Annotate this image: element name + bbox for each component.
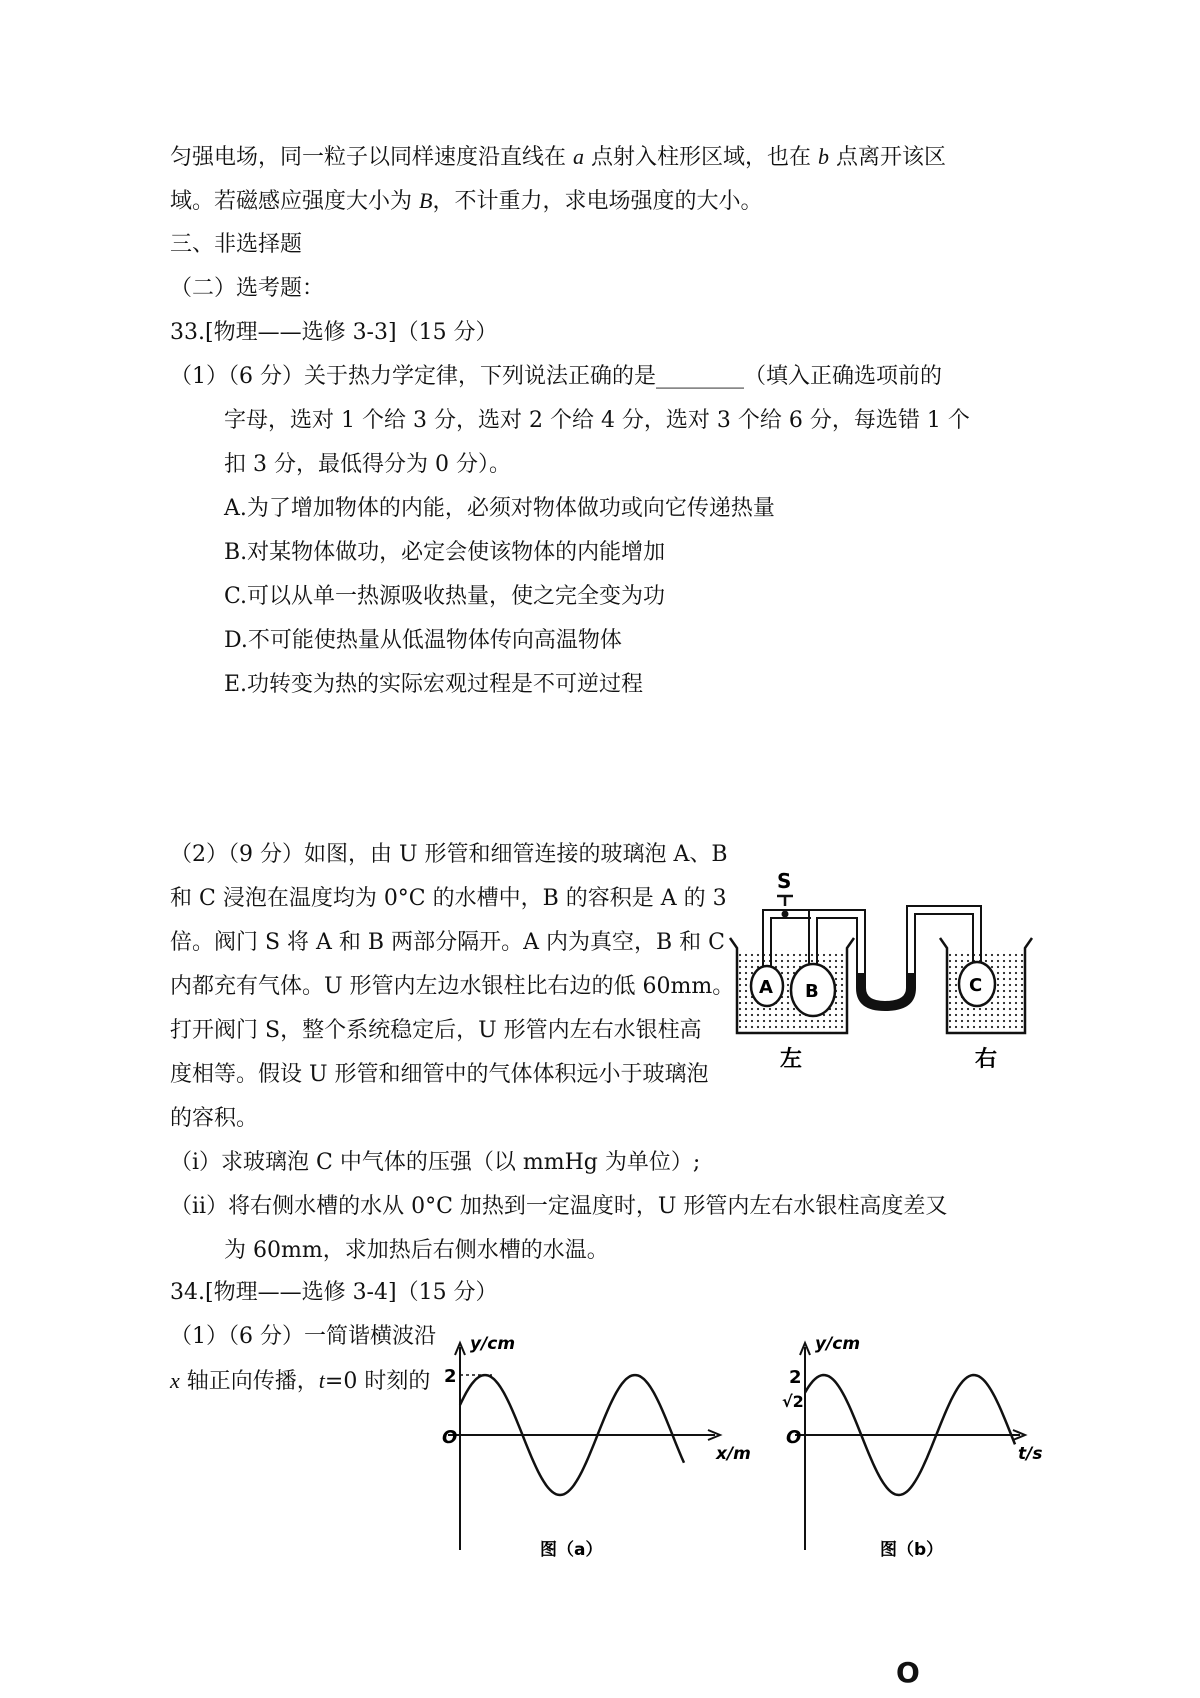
intro-text: 点离开该区 bbox=[829, 145, 946, 170]
fig-b-ylabel: y/cm bbox=[815, 1334, 861, 1354]
q33-sub-i: （i）求玻璃泡 C 中气体的压强（以 mmHg 为单位）; bbox=[170, 1150, 701, 1175]
fig-b-origin: O bbox=[786, 1427, 802, 1448]
q33-option-a: A.为了增加物体的内能，必须对物体做功或向它传递热量 bbox=[224, 496, 775, 521]
q33-p2-line-4: 内都充有气体。U 形管内左边水银柱比右边的低 60mm。 bbox=[170, 974, 735, 999]
left-tank-label: 左 bbox=[780, 1047, 803, 1072]
bulb-apparatus-figure bbox=[725, 868, 1035, 1078]
q33-p2-line-3: 倍。阀门 S 将 A 和 B 两部分隔开。A 内为真空，B 和 C bbox=[170, 930, 725, 955]
var-B: B bbox=[419, 188, 433, 213]
section-title: 三、非选择题 bbox=[170, 232, 303, 257]
intro-line-2 bbox=[170, 186, 762, 217]
q33-p1-line-1: （1）（6 分）关于热力学定律，下列说法正确的是________（填入正确选项前的 bbox=[170, 364, 942, 389]
fig-b-tick-2: 2 bbox=[789, 1367, 802, 1388]
stray-mark: O bbox=[896, 1656, 920, 1689]
var-t: t bbox=[318, 1368, 325, 1393]
fig-a-caption: 图（a） bbox=[540, 1540, 603, 1560]
intro-text: 域。若磁感应强度大小为 bbox=[170, 189, 419, 214]
var-a: a bbox=[573, 144, 584, 169]
fig-a-origin: O bbox=[442, 1427, 458, 1448]
q33-option-b: B.对某物体做功，必定会使该物体的内能增加 bbox=[224, 540, 666, 565]
q34-text: =0 时刻的 bbox=[324, 1369, 431, 1394]
intro-text: ，不计重力，求电场强度的大小。 bbox=[432, 189, 763, 214]
figure-a-svg bbox=[430, 1325, 760, 1565]
q33-title: 33.[物理——选修 3-3]（15 分） bbox=[170, 320, 498, 345]
var-x: x bbox=[170, 1368, 180, 1393]
intro-text: 点射入柱形区域，也在 bbox=[584, 145, 818, 170]
valve-s-joint bbox=[782, 911, 789, 918]
figure-b-svg bbox=[780, 1325, 1060, 1565]
q33-p2-line-5: 打开阀门 S，整个系统稳定后，U 形管内左右水银柱高 bbox=[170, 1018, 702, 1043]
q33-option-e: E.功转变为热的实际宏观过程是不可逆过程 bbox=[224, 672, 644, 697]
q33-sub-ii-line-2: 为 60mm，求加热后右侧水槽的水温。 bbox=[224, 1238, 609, 1263]
fig-b-caption: 图（b） bbox=[880, 1540, 944, 1560]
bulb-a-label: A bbox=[759, 977, 773, 998]
q33-p2-line-7: 的容积。 bbox=[170, 1106, 259, 1131]
fig-a-tick-2: 2 bbox=[444, 1366, 457, 1387]
valve-s bbox=[777, 896, 793, 906]
q33-p2-line-1: （2）（9 分）如图，由 U 形管和细管连接的玻璃泡 A、B bbox=[170, 842, 728, 867]
var-b: b bbox=[818, 144, 829, 169]
bulb-b-label: B bbox=[805, 981, 819, 1002]
bulb-c-label: C bbox=[969, 975, 983, 996]
q34-title: 34.[物理——选修 3-4]（15 分） bbox=[170, 1280, 498, 1305]
intro-text: 匀强电场，同一粒子以同样速度沿直线在 bbox=[170, 145, 573, 170]
valve-label: S bbox=[777, 869, 792, 893]
fig-b-tick-sqrt2: √2 bbox=[782, 1392, 804, 1411]
subsection-title: （二）选考题： bbox=[170, 276, 325, 301]
intro-line-1 bbox=[170, 142, 946, 173]
fig-a-xlabel: x/m bbox=[716, 1444, 751, 1464]
q33-option-c: C.可以从单一热源吸收热量，使之完全变为功 bbox=[224, 584, 666, 609]
q34-p1-line-2 bbox=[170, 1366, 430, 1397]
q33-p1-line-3: 扣 3 分，最低得分为 0 分）。 bbox=[224, 452, 511, 477]
q34-text: 轴正向传播， bbox=[179, 1369, 319, 1394]
fig-b-xlabel: t/s bbox=[1018, 1444, 1043, 1464]
fig-a-ylabel: y/cm bbox=[470, 1334, 516, 1354]
q33-p1-line-2: 字母，选对 1 个给 3 分，选对 2 个给 4 分，选对 3 个给 6 分，每选错 1 个 bbox=[224, 408, 970, 433]
figure-a bbox=[430, 1325, 760, 1565]
figure-b bbox=[780, 1325, 1060, 1565]
q34-p1-line-1: （1）（6 分）一简谐横波沿 bbox=[170, 1324, 436, 1349]
q33-p2-line-2: 和 C 浸泡在温度均为 0°C 的水槽中，B 的容积是 A 的 3 bbox=[170, 886, 727, 911]
q33-sub-ii-line-1: （ii）将右侧水槽的水从 0°C 加热到一定温度时，U 形管内左右水银柱高度差又 bbox=[170, 1194, 948, 1219]
q33-p2-line-6: 度相等。假设 U 形管和细管中的气体体积远小于玻璃泡 bbox=[170, 1062, 709, 1087]
bulb-apparatus-svg bbox=[725, 868, 1035, 1078]
right-tank-label: 右 bbox=[975, 1047, 998, 1072]
q33-option-d: D.不可能使热量从低温物体传向高温物体 bbox=[224, 628, 622, 653]
